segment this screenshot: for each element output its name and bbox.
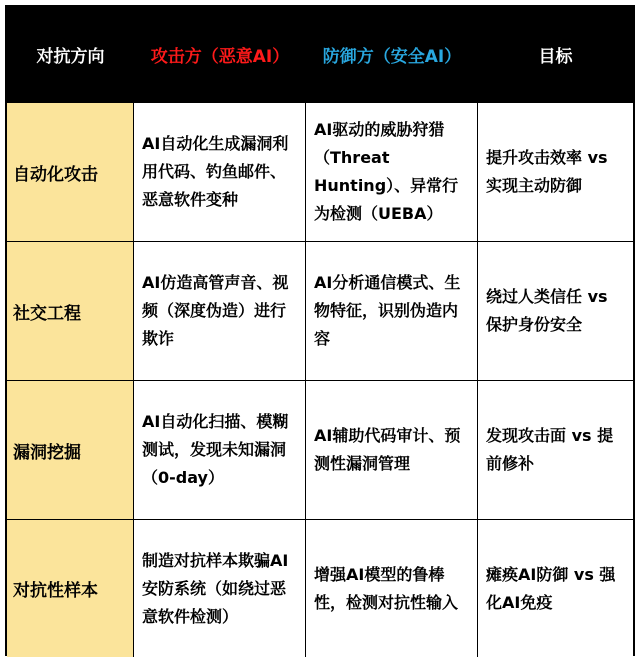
table-row [7,241,633,380]
table-row [7,380,633,519]
attack-cell: AI自动化扫描、模糊测试，发现未知漏洞（0-day） [134,381,306,519]
direction-cell: 自动化攻击 [7,103,134,241]
direction-cell: 漏洞挖掘 [7,381,134,519]
header-goal: 目标 [538,47,573,67]
attack-cell: 制造对抗样本欺骗AI安防系统（如绕过恶意软件检测） [134,520,306,657]
attack-cell: AI仿造高管声音、视频（深度伪造）进行欺诈 [134,242,306,380]
defense-cell: AI辅助代码审计、预测性漏洞管理 [306,381,478,519]
table-header-row [7,7,633,102]
direction-cell: 社交工程 [7,242,134,380]
header-defender: 防御方（安全AI） [322,47,462,67]
goal-cell: 绕过人类信任 vs 保护身份安全 [478,242,633,380]
defense-cell: AI分析通信模式、生物特征，识别伪造内容 [306,242,478,380]
goal-cell: 瘫痪AI防御 vs 强化AI免疫 [478,520,633,657]
comparison-table [5,5,635,656]
direction-cell: 对抗性样本 [7,520,134,657]
header-direction: 对抗方向 [36,47,105,67]
defense-cell: 增强AI模型的鲁棒性，检测对抗性输入 [306,520,478,657]
attack-cell: AI自动化生成漏洞利用代码、钓鱼邮件、恶意软件变种 [134,103,306,241]
header-attacker: 攻击方（恶意AI） [150,47,290,67]
goal-cell: 提升攻击效率 vs 实现主动防御 [478,103,633,241]
goal-cell: 发现攻击面 vs 提前修补 [478,381,633,519]
defense-cell: AI驱动的威胁狩猎（Threat Hunting）、异常行为检测（UEBA） [306,103,478,241]
table-row [7,102,633,241]
table-row [7,519,633,657]
